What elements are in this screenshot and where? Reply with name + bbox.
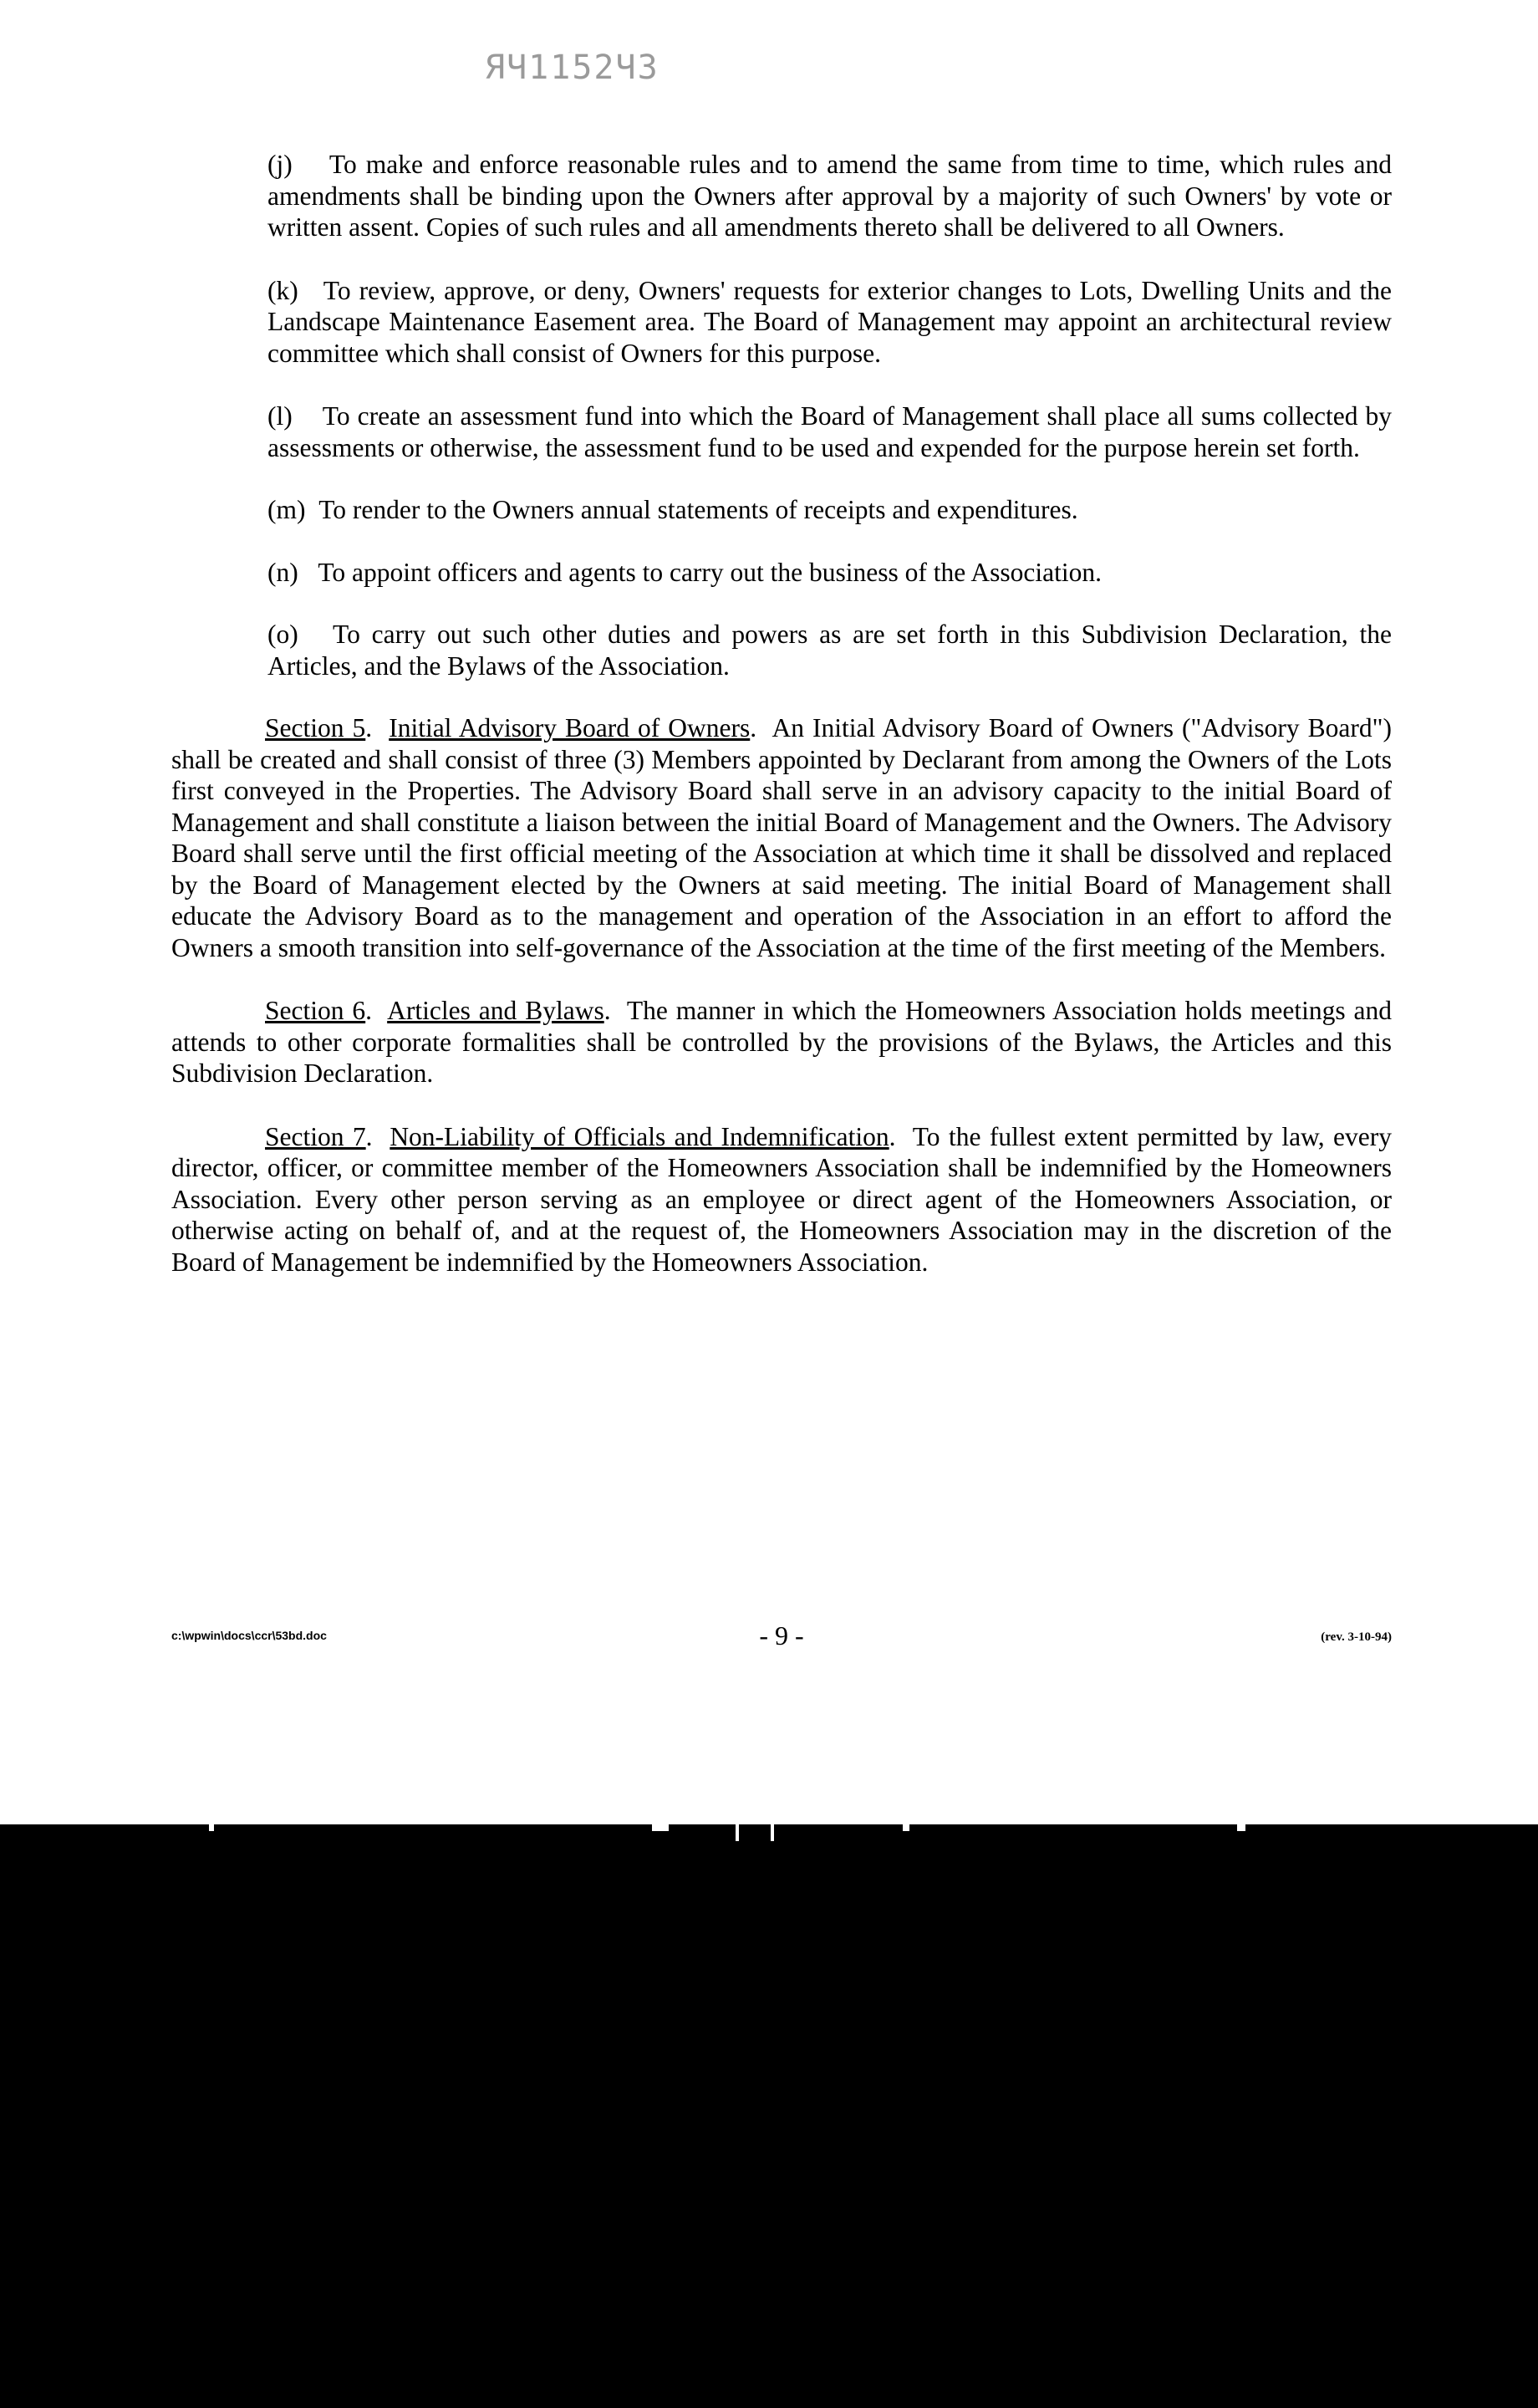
scan-artifact xyxy=(736,1823,739,1841)
scan-artifact xyxy=(903,1823,909,1831)
section-6-title: Articles and Bylaws xyxy=(387,996,604,1025)
scan-artifact xyxy=(652,1823,669,1831)
scan-black-band xyxy=(0,1824,1538,2408)
section-7-paragraph: Section 7. Non-Liability of Officials and Indemnification. To the fullest extent permitted by law, every director, officer, or committee member of the Homeowners Association shall be indemnified by the Homeowners Association. Every other person serving as an employee or direct agent of the Homeowners Association, or otherwise acting on behalf of, and at the request of, the Homeowners Association may in the discretion of the Board of Management be indemnified by the Homeowners Association. xyxy=(171,1121,1392,1277)
list-item-o: (o) To carry out such other duties and powers as are set forth in this Subdivision Declaration, the Articles, and the Bylaws of the Association. xyxy=(267,620,1392,681)
section-5-body: An Initial Advisory Board of Owners ("Advisory Board") shall be created and shall consist of three (3) Members appointed by Declarant from among the Owners of the Lots first conveyed in the Properties. The Advisory Board shall serve in an advisory capacity to the initial Board of Management and shall constitute a liaison between the initial Board of Management and the Owners. The Advisory Board shall serve until the first official meeting of the Association at which time it shall be dissolved and replaced by the Board of Management elected by the Owners at said meeting. The initial Board of Management shall educate the Advisory Board as to the management and operation of the Association in an effort to afford the Owners a smooth transition into self-governance of the Association at the time of the first meeting of the Members. xyxy=(171,713,1393,962)
section-7-body: To the fullest extent permitted by law, every director, officer, or committee member of the Homeowners Association shall be indemnified by the Homeowners Association. Every other person serving as an employee or direct agent of the Homeowners Association, or otherwise acting on behalf of, and at the request of, the Homeowners Association may in the discretion of the Board of Management be indemnified by the Homeowners Association. xyxy=(171,1121,1392,1277)
section-6-paragraph: Section 6. Articles and Bylaws. The manner in which the Homeowners Association holds meetings and attends to other corporate formalities shall be controlled by the provisions of the Bylaws, the Articles and this Subdivision Declaration. xyxy=(171,996,1392,1088)
list-item-m: (m) To render to the Owners annual statements of receipts and expenditures. xyxy=(267,495,1078,524)
section-5-title: Initial Advisory Board of Owners xyxy=(389,713,751,742)
scan-artifact xyxy=(771,1823,774,1841)
list-item-k: (k) To review, approve, or deny, Owners' requests for exterior changes to Lots, Dwelling Units and the Landscape Maintenance Easement area. The Board of Management may appoint an architectural review committee which shall consist of Owners for this purpose. xyxy=(267,275,1392,368)
list-item-l: (l) To create an assessment fund into which the Board of Management shall place all sums collected by assessments or otherwise, the assessment fund to be used and expended for the purpose herein set forth. xyxy=(267,401,1392,462)
footer-file-path: c:\wpwin\docs\ccr\53bd.doc xyxy=(171,1629,327,1642)
footer-page-number: - 9 - xyxy=(759,1620,804,1650)
list-item-n: (n) To appoint officers and agents to carry out the business of the Association. xyxy=(267,557,1102,587)
document-body xyxy=(171,149,1392,1278)
document-stamp: ЯЧ1152ЧЗ xyxy=(485,48,660,87)
section-7-title: Non-Liability of Officials and Indemnification xyxy=(390,1121,889,1151)
scan-artifact xyxy=(1237,1823,1245,1831)
section-6-number: Section 6 xyxy=(265,996,366,1025)
section-7-number: Section 7 xyxy=(265,1121,366,1151)
section-5-number: Section 5 xyxy=(265,713,366,742)
section-5-paragraph: Section 5. Initial Advisory Board of Owners. An Initial Advisory Board of Owners ("Advisory Board") shall be created and shall consist of three (3) Members appointed by Declarant from among the Owners of the Lots first conveyed in the Properties. The Advisory Board shall serve in an advisory capacity to the initial Board of Management and shall constitute a liaison between the initial Board of Management and the Owners. The Advisory Board shall serve until the first official meeting of the Association at which time it shall be dissolved and replaced by the Board of Management elected by the Owners at said meeting. The initial Board of Management shall educate the Advisory Board as to the management and operation of the Association in an effort to afford the Owners a smooth transition into self-governance of the Association at the time of the first meeting of the Members. xyxy=(171,713,1393,962)
list-item-j: (j) To make and enforce reasonable rules and to amend the same from time to time, which rules and amendments shall be binding upon the Owners after approval by a majority of such Owners' by vote or written assent. Copies of such rules and all amendments thereto shall be delivered to all Owners. xyxy=(267,150,1392,242)
footer-revision: (rev. 3-10-94) xyxy=(1321,1630,1392,1644)
scan-artifact xyxy=(209,1823,214,1831)
section-6-body: The manner in which the Homeowners Association holds meetings and attends to other corporate formalities shall be controlled by the provisions of the Bylaws, the Articles and this Subdivision Declaration. xyxy=(171,996,1392,1088)
page-footer xyxy=(171,1620,1392,1657)
